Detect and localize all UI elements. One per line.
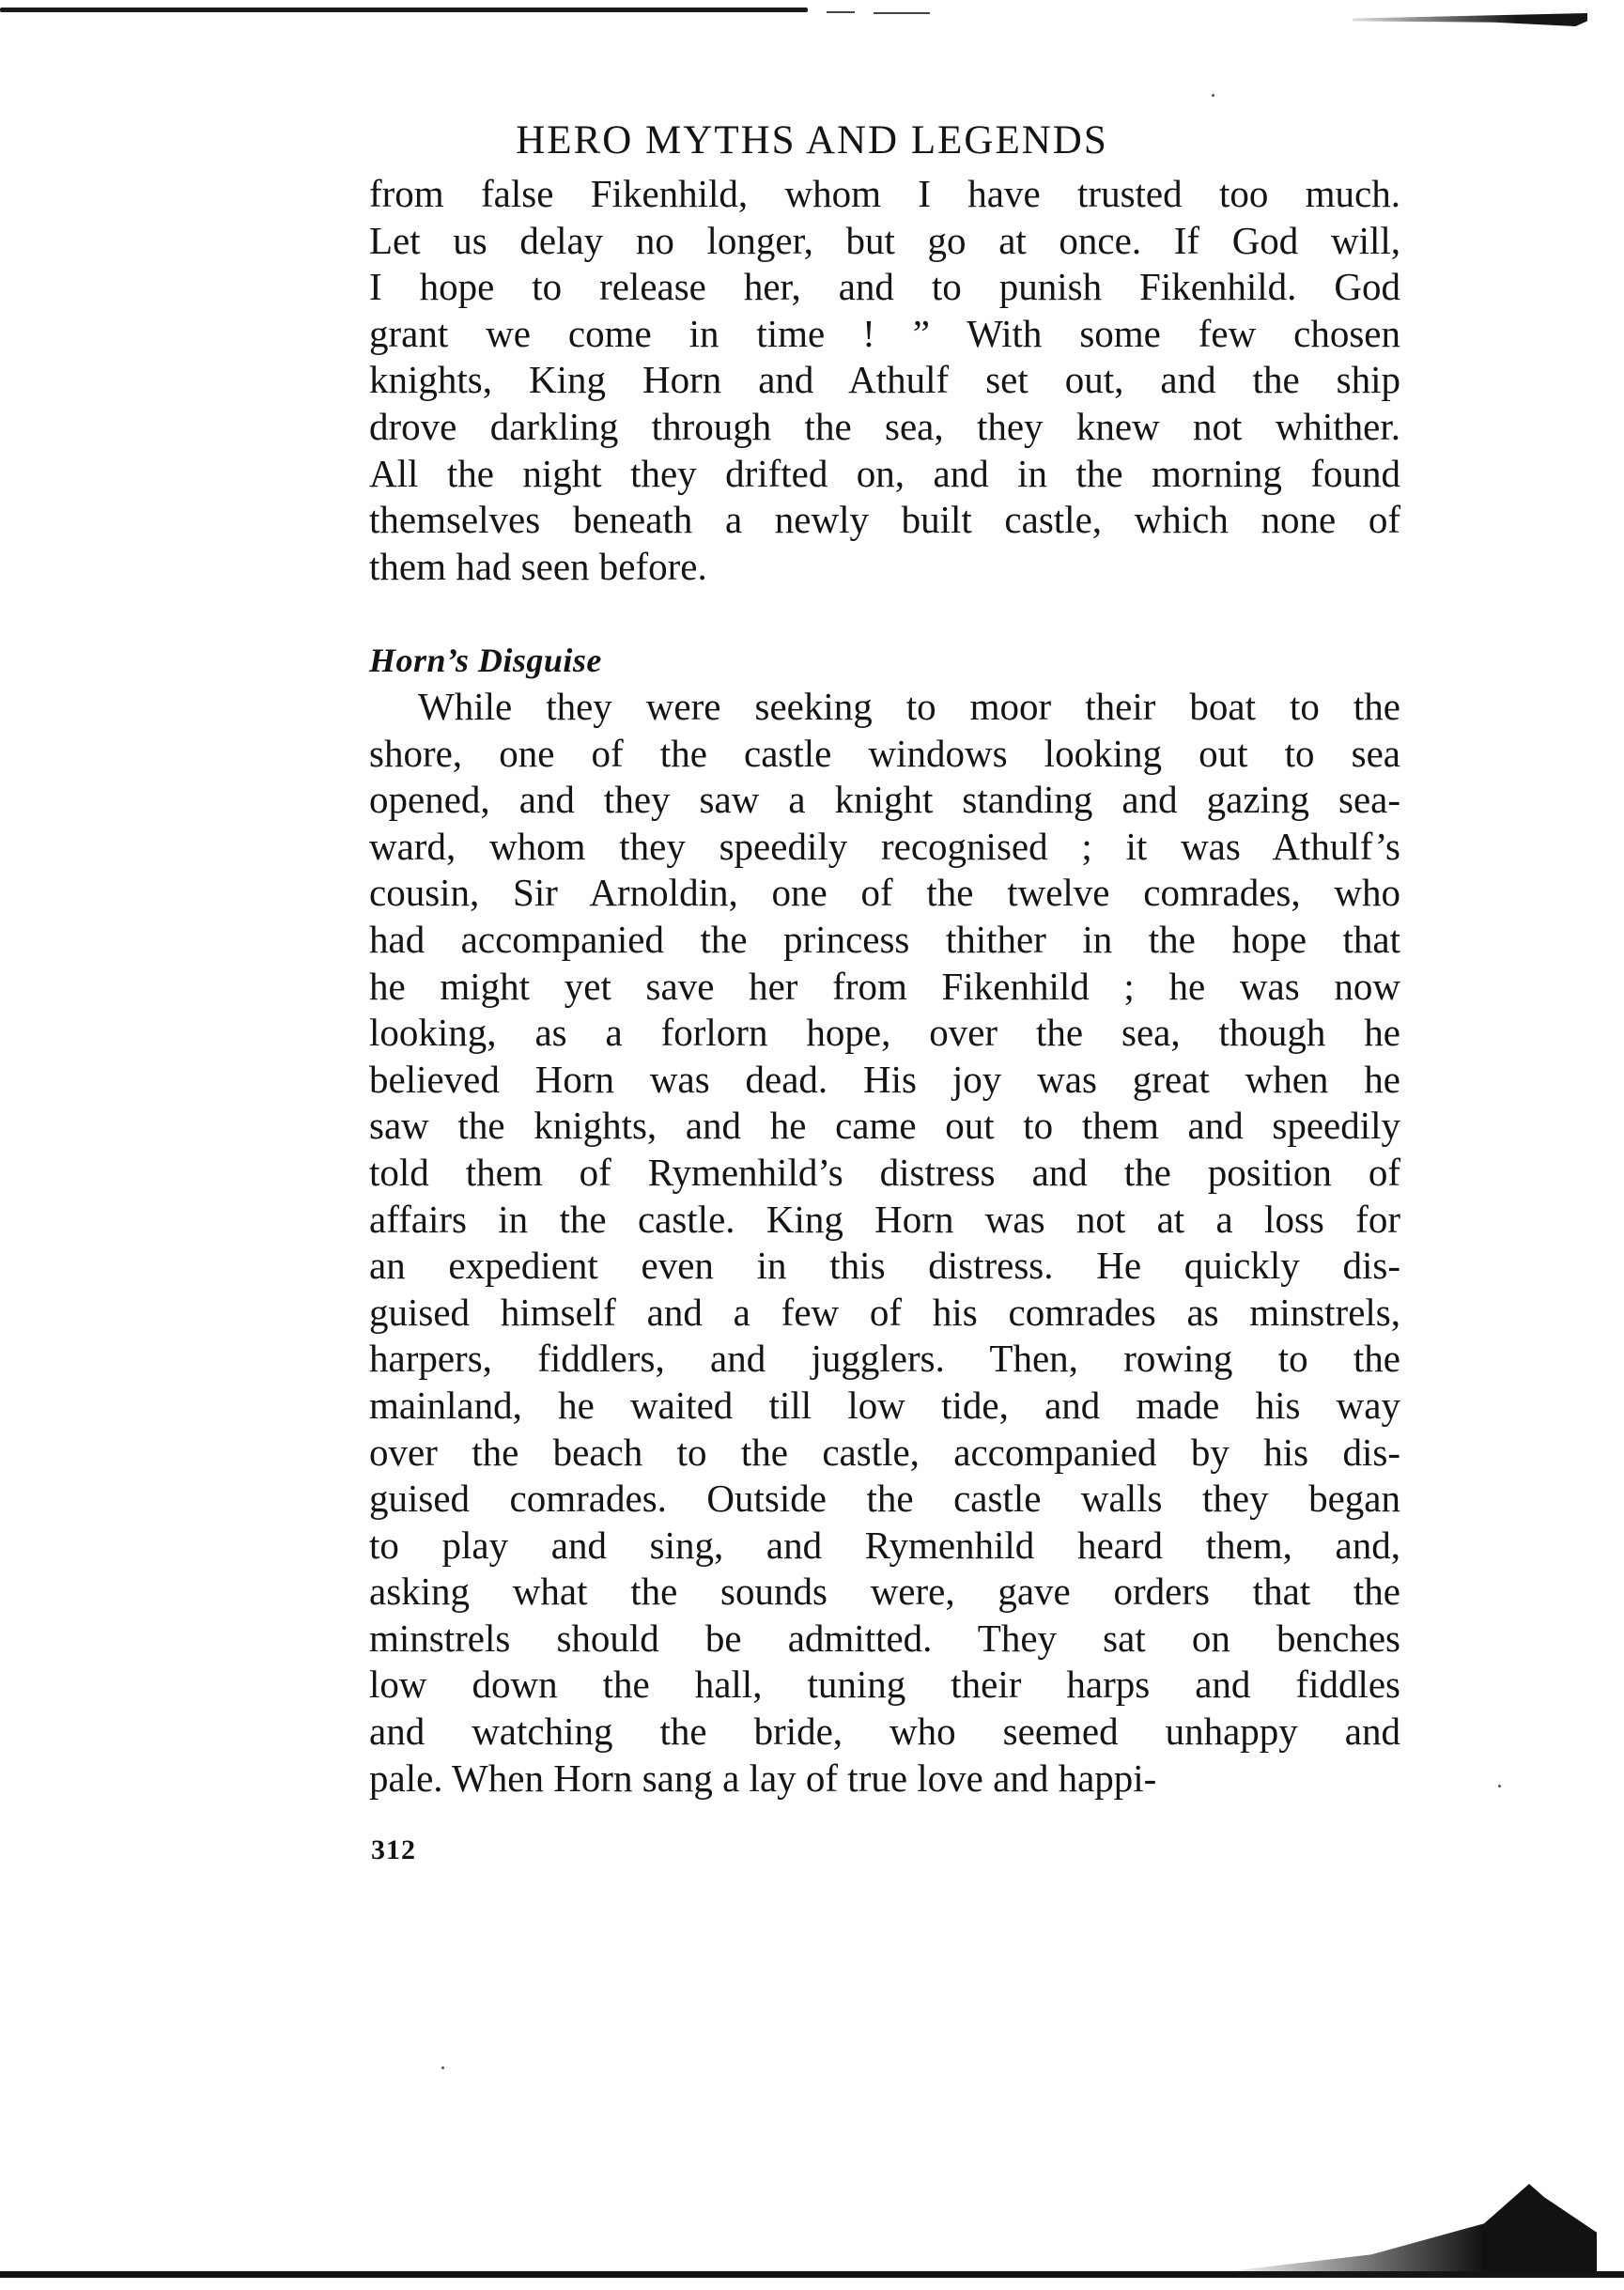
text-line: them had seen before. (369, 544, 707, 588)
scan-speck (441, 2066, 444, 2069)
text-line: from false Fikenhild, whom I have trusted too much. (369, 172, 1400, 215)
text-line: cousin, Sir Arnoldin, one of the twelve comrades, who (369, 871, 1400, 915)
continuation-paragraph (369, 171, 1400, 590)
page-number: 312 (371, 1834, 416, 1865)
text-line: to play and sing, and Rymenhild heard them, and, (369, 1523, 1400, 1567)
top-scan-edge (0, 8, 808, 12)
text-line: While they were seeking to moor their boat to the (418, 685, 1400, 728)
top-scan-edge-fragment (827, 11, 855, 13)
text-line: an expedient even in this distress. He quickly dis- (369, 1244, 1400, 1288)
text-line: drove darkling through the sea, they knew not whither. (369, 404, 1400, 448)
text-line: guised himself and a few of his comrades as minstrels, (369, 1290, 1400, 1334)
bottom-scan-edge (0, 2271, 1624, 2278)
text-line: mainland, he waited till low tide, and made his way (369, 1383, 1400, 1427)
text-line: Let us delay no longer, but go at once. If God will, (369, 218, 1400, 262)
bottom-right-scan-mark (1221, 2184, 1597, 2272)
text-line: shore, one of the castle windows looking out to sea (369, 731, 1400, 775)
section-heading: Horn’s Disguise (369, 642, 602, 679)
text-line: harpers, fiddlers, and jugglers. Then, rowing to the (369, 1337, 1400, 1381)
text-line: knights, King Horn and Athulf set out, and the ship (369, 358, 1400, 402)
section-paragraph (369, 684, 1400, 1802)
text-line: low down the hall, tuning their harps and fiddles (369, 1663, 1400, 1707)
running-header: HERO MYTHS AND LEGENDS (516, 118, 1108, 162)
scan-speck (1498, 1785, 1501, 1787)
text-line: All the night they drifted on, and in the morning found (369, 451, 1400, 495)
text-line: he might yet save her from Fikenhild ; he was now (369, 964, 1400, 1008)
text-line: told them of Rymenhild’s distress and the position of (369, 1150, 1400, 1194)
text-line: had accompanied the princess thither in the hope that (369, 917, 1400, 961)
text-line: over the beach to the castle, accompanied by his dis- (369, 1430, 1400, 1474)
top-right-scan-mark (1353, 13, 1587, 26)
text-line: I hope to release her, and to punish Fikenhild. God (369, 265, 1400, 309)
text-line: guised comrades. Outside the castle walls they began (369, 1477, 1400, 1521)
text-line: minstrels should be admitted. They sat on benches (369, 1616, 1400, 1660)
text-line: opened, and they saw a knight standing and gazing sea- (369, 778, 1400, 822)
text-line: ward, whom they speedily recognised ; it was Athulf’s (369, 824, 1400, 868)
top-scan-edge-fragment (874, 12, 930, 14)
text-line: saw the knights, and he came out to them and speedily (369, 1104, 1400, 1148)
text-line: themselves beneath a newly built castle, which none of (369, 498, 1400, 542)
text-line: affairs in the castle. King Horn was not at a loss for (369, 1197, 1400, 1241)
text-line: believed Horn was dead. His joy was great when he (369, 1057, 1400, 1101)
text-line: looking, as a forlorn hope, over the sea, though he (369, 1011, 1400, 1055)
text-line: asking what the sounds were, gave orders that the (369, 1570, 1400, 1614)
text-line: pale. When Horn sang a lay of true love and happi- (369, 1756, 1157, 1800)
scan-speck (1212, 94, 1214, 97)
text-line: grant we come in time ! ” With some few chosen (369, 311, 1400, 355)
text-line: and watching the bride, who seemed unhappy and (369, 1710, 1400, 1754)
